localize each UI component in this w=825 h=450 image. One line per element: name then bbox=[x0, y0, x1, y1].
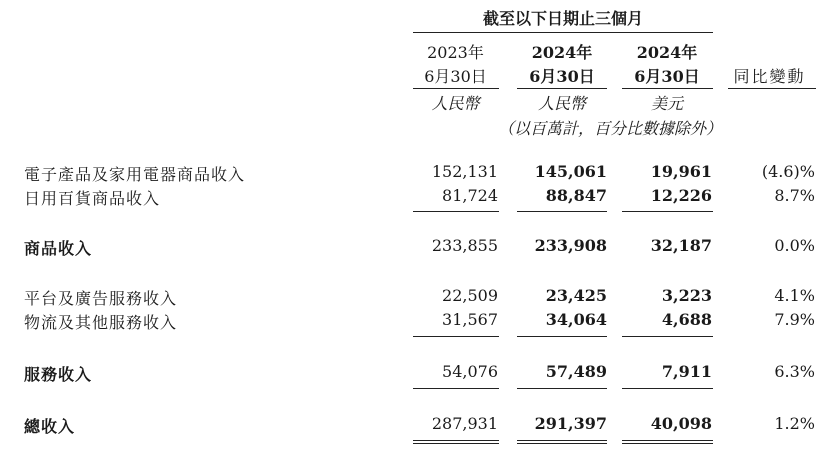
row-label-product-revenue: 商品收入 bbox=[24, 239, 93, 258]
col-2024usd-underline bbox=[622, 88, 713, 89]
cell-2024usd: 19,961 bbox=[650, 162, 712, 181]
subtotal-rule bbox=[413, 336, 499, 337]
cell-2024rmb: 233,908 bbox=[534, 236, 607, 255]
col-2023-date: 6月30日 bbox=[424, 67, 487, 86]
period-header-underline bbox=[413, 32, 713, 33]
subtotal-rule bbox=[517, 336, 607, 337]
cell-2024rmb: 291,397 bbox=[534, 414, 607, 433]
cell-2024usd: 32,187 bbox=[650, 236, 712, 255]
col-2024rmb-date: 6月30日 bbox=[529, 67, 595, 86]
col-2023-underline bbox=[413, 88, 499, 89]
unit-note: （以百萬計，百分比數據除外） bbox=[497, 119, 722, 138]
cell-2023: 233,855 bbox=[431, 236, 498, 255]
cell-change: 8.7% bbox=[774, 186, 815, 205]
cell-change: (4.6)% bbox=[761, 162, 815, 181]
row-label-electronics: 電子產品及家用電器商品收入 bbox=[24, 165, 246, 184]
cell-change: 6.3% bbox=[774, 362, 815, 381]
cell-change: 1.2% bbox=[774, 414, 815, 433]
subtotal-rule bbox=[622, 388, 713, 389]
subtotal-rule bbox=[517, 211, 607, 212]
cell-2023: 287,931 bbox=[431, 414, 498, 433]
row-label-logistics: 物流及其他服務收入 bbox=[24, 313, 178, 332]
cell-2023: 152,131 bbox=[431, 162, 498, 181]
row-label-total-revenue: 總收入 bbox=[24, 417, 76, 436]
col-2023-year: 2023年 bbox=[427, 43, 484, 62]
cell-2023: 22,509 bbox=[442, 286, 498, 305]
cell-change: 7.9% bbox=[774, 310, 815, 329]
row-label-platform-ads: 平台及廣告服務收入 bbox=[24, 289, 178, 308]
subtotal-rule bbox=[622, 336, 713, 337]
total-double-rule bbox=[517, 440, 607, 444]
row-label-general-merchandise: 日用百貨商品收入 bbox=[24, 189, 161, 208]
cell-change: 4.1% bbox=[774, 286, 815, 305]
cell-2024usd: 12,226 bbox=[650, 186, 712, 205]
col-change-underline bbox=[728, 88, 816, 89]
cell-2023: 81,724 bbox=[442, 186, 498, 205]
cell-2024usd: 4,688 bbox=[661, 310, 712, 329]
cell-2024rmb: 23,425 bbox=[545, 286, 607, 305]
cell-change: 0.0% bbox=[774, 236, 815, 255]
subtotal-rule bbox=[413, 388, 499, 389]
total-double-rule bbox=[413, 440, 499, 444]
cell-2024usd: 3,223 bbox=[661, 286, 712, 305]
subtotal-rule bbox=[517, 388, 607, 389]
col-2024usd-currency: 美元 bbox=[650, 94, 683, 113]
col-2024rmb-underline bbox=[517, 88, 607, 89]
subtotal-rule bbox=[413, 211, 499, 212]
cell-2024rmb: 57,489 bbox=[545, 362, 607, 381]
period-header: 截至以下日期止三個月 bbox=[482, 9, 643, 28]
cell-2023: 31,567 bbox=[442, 310, 498, 329]
cell-2024usd: 40,098 bbox=[650, 414, 712, 433]
cell-2024rmb: 88,847 bbox=[545, 186, 607, 205]
row-label-service-revenue: 服務收入 bbox=[24, 365, 93, 384]
total-double-rule bbox=[622, 440, 713, 444]
cell-2023: 54,076 bbox=[442, 362, 498, 381]
cell-2024usd: 7,911 bbox=[661, 362, 712, 381]
cell-2024rmb: 34,064 bbox=[545, 310, 607, 329]
col-2024rmb-currency: 人民幣 bbox=[537, 94, 586, 113]
col-2024usd-year: 2024年 bbox=[636, 43, 698, 62]
col-2024rmb-year: 2024年 bbox=[531, 43, 593, 62]
cell-2024rmb: 145,061 bbox=[534, 162, 607, 181]
col-2023-currency: 人民幣 bbox=[431, 94, 480, 113]
col-change-header: 同比變動 bbox=[733, 67, 806, 86]
subtotal-rule bbox=[622, 211, 713, 212]
col-2024usd-date: 6月30日 bbox=[634, 67, 700, 86]
